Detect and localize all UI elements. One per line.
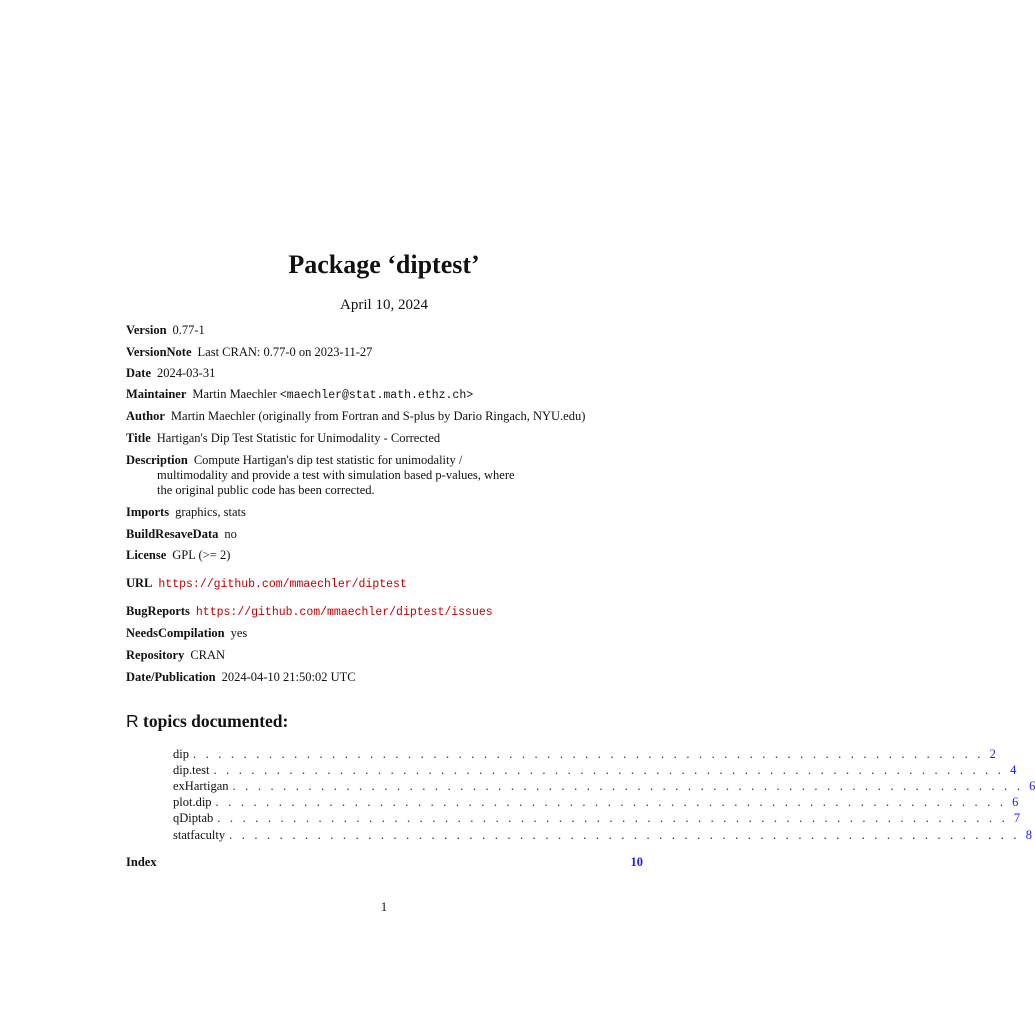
- maintainer-email: <maechler@stat.math.ethz.ch>: [279, 389, 474, 402]
- field-key: BugReports: [126, 604, 190, 618]
- toc-leader-dots: . . . . . . . . . . . . . . . . . . . . . . . . . . . . . . . . . . . . . . . . . . . . . . . . . . . . . . . . . . . . . . .: [229, 828, 1020, 842]
- toc-entry[interactable]: [173, 746, 996, 762]
- field-needscompilation: [126, 626, 646, 641]
- field-key: Author: [126, 409, 165, 423]
- document-title: Package ‘diptest’: [288, 250, 480, 279]
- field-key: URL: [126, 576, 153, 590]
- toc-page-link[interactable]: 7: [1013, 811, 1021, 825]
- field-key: NeedsCompilation: [126, 626, 225, 640]
- toc-entry-name: qDiptab: [173, 811, 214, 825]
- field-repository: [126, 648, 646, 663]
- field-value: GPL (>= 2): [172, 548, 231, 562]
- toc-page-link[interactable]: 6: [1012, 795, 1019, 809]
- field-description: [126, 453, 646, 498]
- field-key: Version: [126, 323, 167, 337]
- field-value: Last CRAN: 0.77-0 on 2023-11-27: [197, 345, 373, 359]
- field-value: 0.77-1: [172, 323, 205, 337]
- toc-entry[interactable]: [173, 827, 1032, 843]
- toc-entry-name: exHartigan: [173, 779, 229, 793]
- field-maintainer: [126, 387, 646, 403]
- field-imports: [126, 505, 646, 520]
- field-value: Martin Maechler (originally from Fortran and S-plus by Dario Ringach, NYU.edu): [170, 409, 586, 423]
- field-key: Date/Publication: [126, 670, 216, 684]
- field-key: License: [126, 548, 167, 562]
- field-key: Description: [126, 453, 188, 467]
- description-line-1: Compute Hartigan's dip test statistic for unimodality /: [193, 453, 463, 467]
- field-publication: [126, 670, 646, 685]
- toc-leader-dots: . . . . . . . . . . . . . . . . . . . . . . . . . . . . . . . . . . . . . . . . . . . . . . . . . . . . . . . . . . . . . . .: [217, 811, 1008, 825]
- index-label: Index: [126, 855, 157, 869]
- field-value: 2024-04-10 21:50:02 UTC: [221, 670, 356, 684]
- field-value: yes: [230, 626, 248, 640]
- toc-entry[interactable]: [173, 762, 1017, 778]
- field-title: [126, 431, 646, 446]
- toc-page-link[interactable]: 8: [1025, 828, 1032, 842]
- field-buildresavedata: [126, 527, 646, 542]
- field-value: Hartigan's Dip Test Statistic for Unimodality - Corrected: [156, 431, 441, 445]
- field-bugreports: [126, 604, 646, 620]
- toc-entry-name: dip.test: [173, 763, 210, 777]
- toc-heading-r: R: [126, 711, 139, 731]
- document-date: April 10, 2024: [340, 297, 428, 313]
- field-value: CRAN: [190, 648, 226, 662]
- field-value: no: [224, 527, 237, 541]
- toc-leader-dots: . . . . . . . . . . . . . . . . . . . . . . . . . . . . . . . . . . . . . . . . . . . . . . . . . . . . . . . . . . . . . . .: [192, 747, 984, 761]
- toc-entry[interactable]: [173, 778, 1035, 794]
- toc-entry[interactable]: [173, 794, 1019, 810]
- description-line-3: the original public code has been corrected.: [157, 483, 375, 497]
- page-number: 1: [380, 900, 388, 914]
- toc-entry[interactable]: [173, 810, 1021, 826]
- field-date: [126, 366, 646, 381]
- field-key: Imports: [126, 505, 170, 519]
- bugreports-link[interactable]: https://github.com/mmaechler/diptest/issues: [195, 606, 493, 619]
- field-author: [126, 409, 726, 424]
- toc-page-link[interactable]: 2: [989, 747, 996, 761]
- field-license: [126, 548, 646, 563]
- field-version: [126, 323, 646, 338]
- field-versionnote: [126, 345, 646, 360]
- index-page-link[interactable]: 10: [630, 855, 643, 869]
- field-value: 2024-03-31: [157, 366, 216, 380]
- index-entry[interactable]: [126, 855, 643, 870]
- toc-page-link[interactable]: 6: [1029, 779, 1035, 793]
- field-value: graphics, stats: [175, 505, 246, 519]
- toc-entry-name: plot.dip: [173, 795, 212, 809]
- toc-leader-dots: . . . . . . . . . . . . . . . . . . . . . . . . . . . . . . . . . . . . . . . . . . . . . . . . . . . . . . . . . . . . . . .: [232, 779, 1024, 793]
- url-link[interactable]: https://github.com/mmaechler/diptest: [158, 578, 407, 591]
- toc-page-link[interactable]: 4: [1010, 763, 1017, 777]
- field-key: Title: [126, 431, 151, 445]
- toc-heading-text: topics documented:: [138, 711, 289, 731]
- toc-leader-dots: . . . . . . . . . . . . . . . . . . . . . . . . . . . . . . . . . . . . . . . . . . . . . . . . . . . . . . . . . . . . . . .: [215, 795, 1007, 809]
- description-line-2: multimodality and provide a test with simulation based p-values, where: [157, 468, 515, 482]
- field-url: [126, 576, 646, 592]
- toc-entry-name: dip: [173, 747, 189, 761]
- toc-entry-name: statfaculty: [173, 828, 226, 842]
- field-key: Repository: [126, 648, 185, 662]
- toc-heading: [126, 711, 288, 732]
- field-key: Maintainer: [126, 387, 187, 401]
- field-key: Date: [126, 366, 151, 380]
- field-key: VersionNote: [126, 345, 192, 359]
- field-key: BuildResaveData: [126, 527, 219, 541]
- toc-leader-dots: . . . . . . . . . . . . . . . . . . . . . . . . . . . . . . . . . . . . . . . . . . . . . . . . . . . . . . . . . . . . . . .: [213, 763, 1005, 777]
- field-value: Martin Maechler: [192, 387, 277, 401]
